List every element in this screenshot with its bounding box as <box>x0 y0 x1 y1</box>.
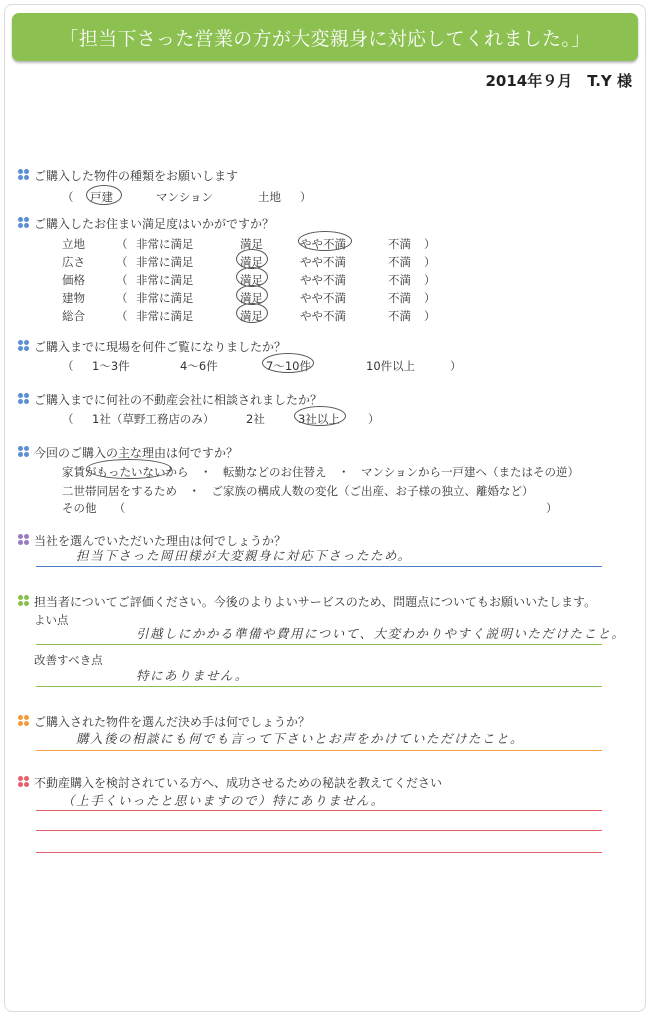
q5-other-label: その他 （ <box>62 501 126 515</box>
handwritten-answer: 購入後の相談にも何でも言って下さいとお声をかけていただけたこと。 <box>76 731 525 746</box>
option-very-satisfied: 非常に満足 <box>136 273 194 287</box>
q4-option: 3社以上 <box>298 412 340 426</box>
option-somewhat-unsatisfied: やや不満 <box>300 255 346 269</box>
answer-line <box>36 750 602 751</box>
bullet-icon <box>18 595 32 607</box>
paren: ） <box>424 291 436 305</box>
q3-option: 7～10件 <box>266 359 311 373</box>
q4-question: ご購入までに何社の不動産会社に相談されましたか？ <box>18 391 322 408</box>
good-point-label: よい点 <box>34 613 69 627</box>
q6-question: 当社を選んでいただいた理由は何でしょうか？ <box>18 532 286 549</box>
q1-option-land: 土地 <box>258 190 281 204</box>
q3-question: ご購入までに現場を何件ご覧になりましたか？ <box>18 338 286 355</box>
paren: （ <box>62 412 74 426</box>
answer-line <box>36 852 602 853</box>
option-satisfied: 満足 <box>240 255 263 269</box>
q2-row-label: 広さ <box>62 255 85 269</box>
option-unsatisfied: 不満 <box>388 255 411 269</box>
paren: ） <box>424 273 436 287</box>
bullet-icon <box>18 169 32 181</box>
bullet-icon <box>18 715 32 727</box>
bullet-icon <box>18 534 32 546</box>
answer-line <box>36 810 602 811</box>
answer-line <box>36 566 602 567</box>
option-unsatisfied: 不満 <box>388 291 411 305</box>
q4-option: 2社 <box>246 412 265 426</box>
bullet-icon <box>18 776 32 788</box>
q5-question: 今回のご購入の主な理由は何ですか？ <box>18 444 238 461</box>
q2-row-label: 立地 <box>62 237 85 251</box>
option-very-satisfied: 非常に満足 <box>136 237 194 251</box>
q3-option: 4～6件 <box>180 359 218 373</box>
selected-circle-mark <box>262 353 314 373</box>
option-satisfied: 満足 <box>240 237 263 251</box>
bullet-icon <box>18 393 32 405</box>
paren: （ <box>116 255 128 269</box>
q2-question: ご購入したお住まい満足度はいかがですか？ <box>18 215 274 232</box>
selected-circle-mark <box>236 267 268 287</box>
paren: （ <box>116 273 128 287</box>
answer-line <box>36 686 602 687</box>
option-very-satisfied: 非常に満足 <box>136 255 194 269</box>
option-somewhat-unsatisfied: やや不満 <box>300 309 346 323</box>
q3-option: 10件以上 <box>366 359 416 373</box>
q2-row-label: 建物 <box>62 291 85 305</box>
paren: ） <box>424 309 436 323</box>
option-very-satisfied: 非常に満足 <box>136 291 194 305</box>
paren: ） <box>368 412 380 426</box>
page-title: 「担当下さった営業の方が大変親身に対応してくれました。」 <box>59 28 591 50</box>
selected-circle-mark <box>86 459 172 479</box>
handwritten-answer: 特にありません。 <box>136 668 249 683</box>
paren: （ <box>116 291 128 305</box>
answer-line <box>36 830 602 831</box>
handwritten-answer: （上手くいったと思いますので）特にありません。 <box>62 793 385 808</box>
title-banner <box>12 13 638 61</box>
date-customer: 2014年９月 T.Y 様 <box>485 72 632 90</box>
selected-circle-mark <box>236 285 268 305</box>
handwritten-answer: 担当下さった岡田様が大変親身に対応下さったため。 <box>76 548 412 563</box>
answer-line <box>36 644 602 645</box>
q1-option-house: 戸建 <box>90 190 113 204</box>
option-somewhat-unsatisfied: やや不満 <box>300 291 346 305</box>
option-satisfied: 満足 <box>240 291 263 305</box>
option-somewhat-unsatisfied: やや不満 <box>300 237 346 251</box>
q2-row-label: 価格 <box>62 273 85 287</box>
q1-open: （ <box>62 190 74 204</box>
q1-close: ） <box>300 190 312 204</box>
q1-question: ご購入した物件の種類をお願いします <box>18 167 238 184</box>
paren: ） <box>546 501 558 515</box>
option-unsatisfied: 不満 <box>388 237 411 251</box>
bullet-icon <box>18 217 32 229</box>
option-very-satisfied: 非常に満足 <box>136 309 194 323</box>
option-unsatisfied: 不満 <box>388 309 411 323</box>
improve-point-label: 改善すべき点 <box>34 653 103 667</box>
option-unsatisfied: 不満 <box>388 273 411 287</box>
paren: （ <box>116 237 128 251</box>
q4-option: 1社（草野工務店のみ） <box>92 412 215 426</box>
q7-question: 担当者についてご評価ください。今後のよりよいサービスのため、問題点についてもお願いいたします。 <box>18 593 596 610</box>
selected-circle-mark <box>236 303 268 323</box>
selected-circle-mark <box>298 231 352 251</box>
paren: （ <box>116 309 128 323</box>
bullet-icon <box>18 340 32 352</box>
handwritten-answer: 引越しにかかる準備や費用について、大変わかりやすく説明いただけたこと。 <box>136 626 626 641</box>
bullet-icon <box>18 446 32 458</box>
paren: ） <box>424 255 436 269</box>
q2-row-label: 総合 <box>62 309 85 323</box>
paren: （ <box>62 359 74 373</box>
option-satisfied: 満足 <box>240 309 263 323</box>
q5-options-line2: 二世帯同居をするため ・ ご家族の構成人数の変化（ご出産、お子様の独立、離婚など） <box>62 484 534 498</box>
paren: ） <box>450 359 462 373</box>
q5-options-line1: 家賃がもったいないから ・ 転勤などのお住替え ・ マンションから一戸建へ（またはその逆） <box>62 465 579 479</box>
option-satisfied: 満足 <box>240 273 263 287</box>
q9-question: 不動産購入を検討されている方へ、成功させるための秘訣を教えてください <box>18 774 442 791</box>
option-somewhat-unsatisfied: やや不満 <box>300 273 346 287</box>
paren: ） <box>424 237 436 251</box>
selected-circle-mark <box>236 249 268 269</box>
selected-circle-mark <box>86 185 122 205</box>
q3-option: 1～3件 <box>92 359 130 373</box>
q8-question: ご購入された物件を選んだ決め手は何でしょうか？ <box>18 713 310 730</box>
q1-option-mansion: マンション <box>156 190 213 204</box>
selected-circle-mark <box>294 406 346 426</box>
